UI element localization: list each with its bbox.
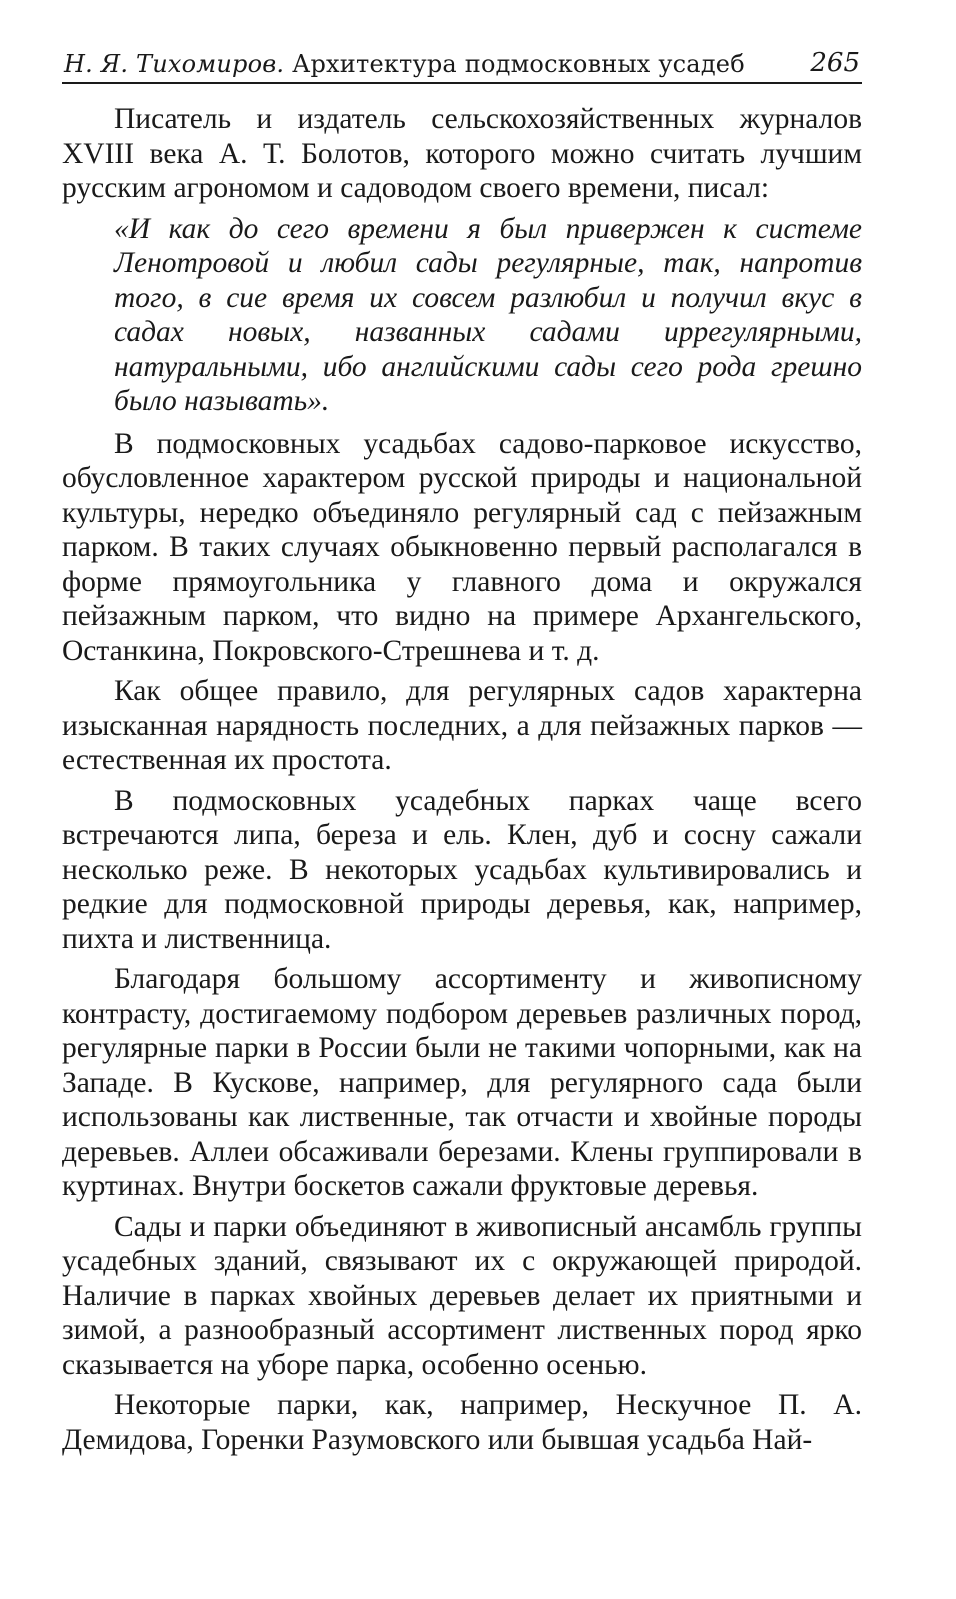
header-author: Н. Я. Тихомиров. — [64, 50, 285, 78]
paragraph-5: Благодаря большому ассортименту и живописному контрасту, достигаемому подбором деревьев различных пород, регулярные парки в России были не такими чопорными, как на Западе. В Кускове, например, для регулярного сада были использованы как лиственные, так отчасти и хвойные породы деревьев. Аллеи обсаживали березами. Клены группировали в куртинах. Внутри боскетов сажали фруктовые деревья. — [62, 963, 862, 1202]
header-title: Архитектура подмосковных усадеб — [292, 50, 745, 78]
paragraph-2: В подмосковных усадьбах садово-парковое искусство, обусловленное характером русской природы и национальной культуры, нередко объединяло регулярный сад с пейзажным парком. В таких случаях обыкновенно первый располагался в форме прямоугольника у главного дома и окружался пейзажным парком, что видно на примере Архангельского, Останкина, Покровского-Стрешнева и т. д. — [62, 427, 862, 667]
paragraph-3: Как общее правило, для регулярных садов характерна изысканная нарядность последних, а для пейзажных парков — естественная их простота. — [62, 675, 862, 776]
body-text — [62, 102, 862, 1457]
paragraph-6: Сады и парки объединяют в живописный ансамбль группы усадебных зданий, связывают их с окружающей природой. Наличие в парках хвойных деревьев делает их приятными и зимой, а разнообразный ассортимент лиственных пород ярко сказывается на уборе парка, особенно осенью. — [62, 1210, 862, 1381]
running-head — [62, 40, 862, 84]
paragraph-7: Некоторые парки, как, например, Нескучное П. А. Демидова, Горенки Разумовского или бывшая усадьба Най- — [62, 1389, 862, 1456]
page-number: 265 — [810, 48, 860, 78]
paragraph-4: В подмосковных усадебных парках чаще всего встречаются липа, береза и ель. Клен, дуб и сосну сажали несколько реже. В некоторых усадьбах культивировались и редкие для подмосковной природы деревья, как, например, пихта и лиственница. — [62, 784, 862, 955]
bolotov-quote: «И как до сего времени я был привержен к системе Ленотровой и любил сады регулярные, так, напротив того, в сие время их совсем разлюбил и получил вкус в садах новых, названных садами иррегулярными, натуральными, ибо английскими сады сего рода грешно было называть». — [114, 212, 862, 417]
header-left — [64, 50, 745, 78]
paragraph-1: Писатель и издатель сельскохозяйственных журналов XVIII века А. Т. Болотов, которого можно считать лучшим русским агрономом и садоводом своего времени, писал: — [62, 103, 862, 204]
book-page — [62, 40, 862, 1463]
